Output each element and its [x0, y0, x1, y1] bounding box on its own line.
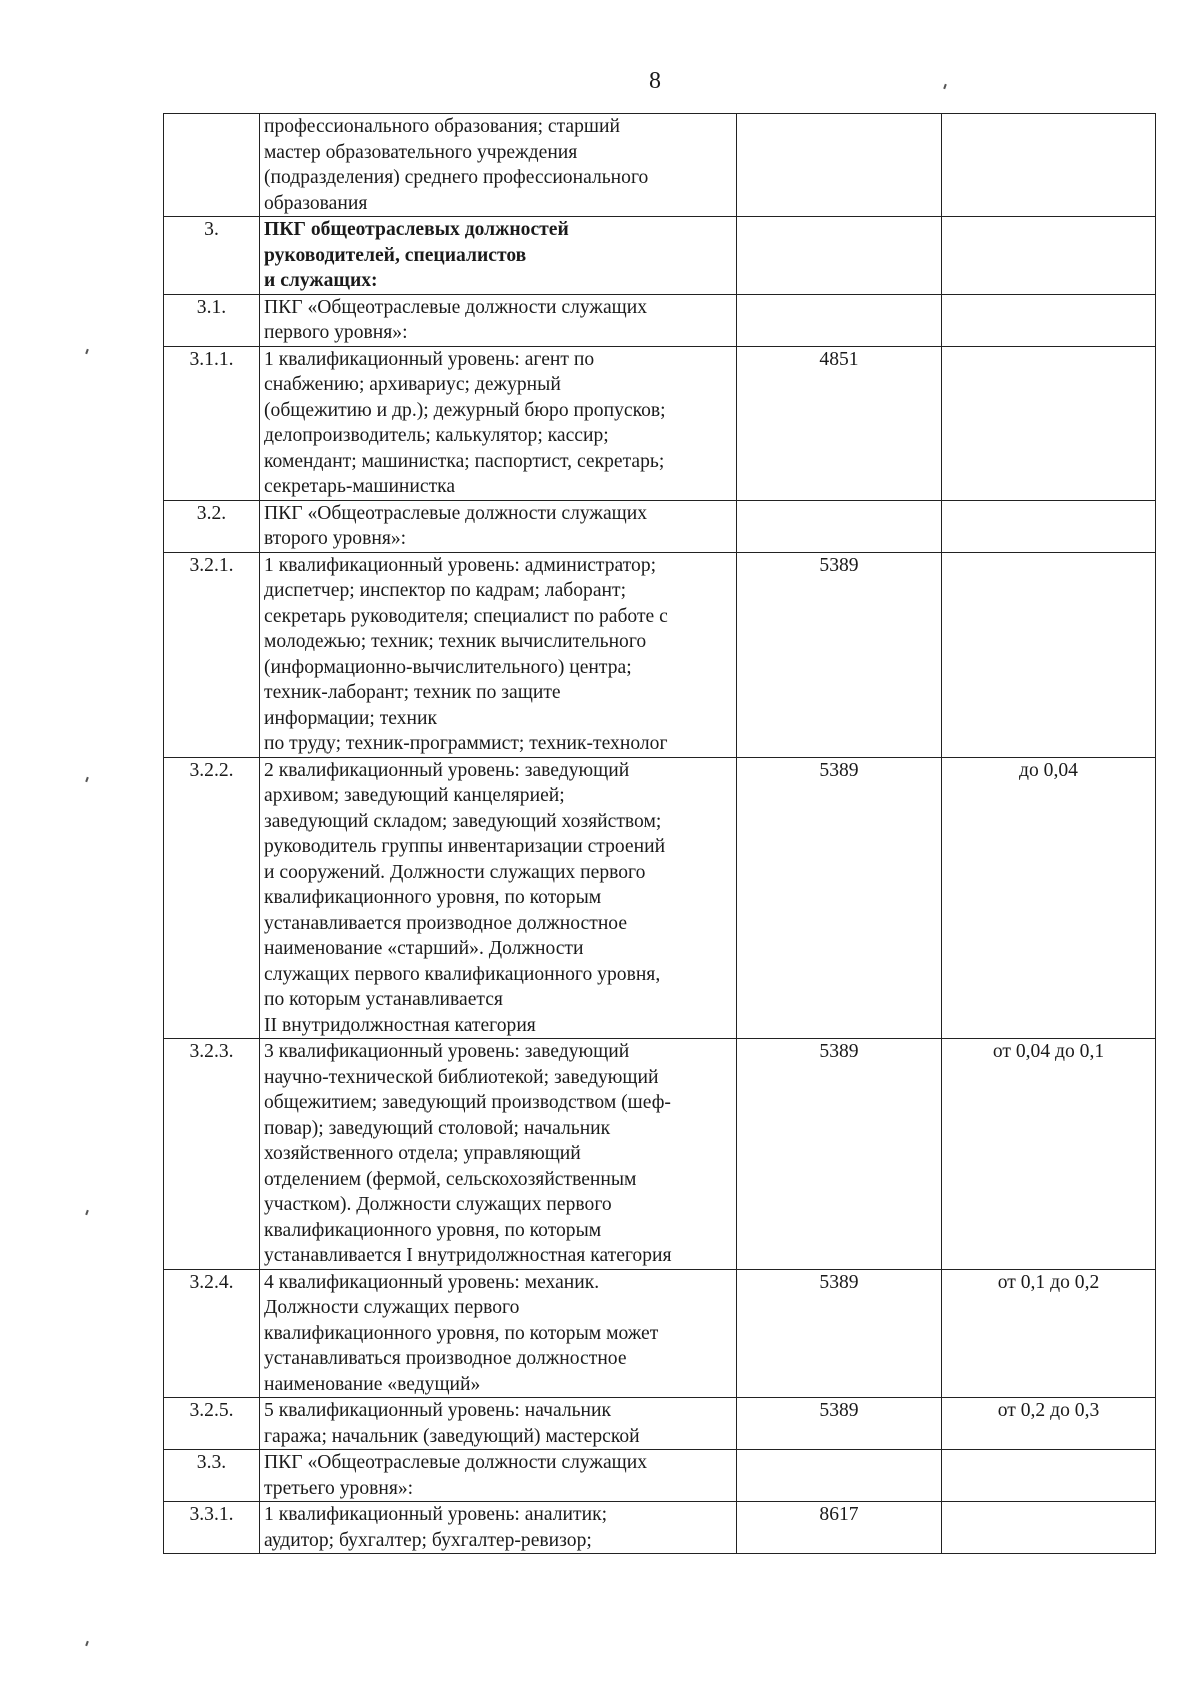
salary-cell	[737, 500, 942, 552]
description-line: II внутридолжностная категория	[264, 1014, 536, 1036]
row-number-cell: 3.2.4.	[164, 1269, 260, 1398]
description-line: устанавливается производное должностное	[264, 912, 628, 934]
scan-mark	[85, 1210, 89, 1215]
coefficient-cell	[942, 294, 1156, 346]
description-line: (подразделения) среднего профессионального	[264, 167, 649, 188]
coefficient-cell	[942, 552, 1156, 757]
description-line: отделением (фермой, сельскохозяйственным	[264, 1168, 637, 1190]
description-cell	[260, 294, 737, 346]
description-cell	[260, 1398, 737, 1450]
description-line: ПКГ общеотраслевых должностей	[264, 219, 569, 240]
coefficient-cell	[942, 1450, 1156, 1502]
description-line: секретарь руководителя; специалист по работе с	[264, 605, 668, 627]
salary-cell	[737, 114, 942, 217]
coefficient-cell	[942, 114, 1156, 217]
page-number: 8	[649, 68, 661, 94]
salary-cell	[737, 294, 942, 346]
coefficient-cell: от 0,04 до 0,1	[942, 1039, 1156, 1270]
description-line: информации; техник	[264, 707, 438, 729]
description-cell	[260, 346, 737, 500]
salary-cell: 5389	[737, 1398, 942, 1450]
table-row	[164, 1502, 1156, 1554]
description-cell	[260, 1039, 737, 1270]
row-number-cell: 3.2.2.	[164, 757, 260, 1039]
description-line: руководителей, специалистов	[264, 244, 527, 266]
salary-cell: 5389	[737, 1039, 942, 1270]
description-line: участком). Должности служащих первого	[264, 1194, 612, 1215]
salary-cell	[737, 217, 942, 295]
description-line: служащих первого квалификационного уровня,	[264, 963, 661, 985]
description-line: квалификационного уровня, по которым может	[264, 1322, 659, 1344]
row-number-cell: 3.3.	[164, 1450, 260, 1502]
description-line: 1 квалификационный уровень: администратор;	[264, 554, 657, 576]
description-cell	[260, 114, 737, 217]
description-line: устанавливаться производное должностное	[264, 1348, 627, 1369]
scan-mark	[85, 777, 89, 782]
description-line: гаража; начальник (заведующий) мастерской	[264, 1425, 640, 1447]
coefficient-cell: до 0,04	[942, 757, 1156, 1039]
description-line: (общежитию и др.); дежурный бюро пропусков;	[264, 399, 666, 421]
salary-cell: 8617	[737, 1502, 942, 1554]
coefficient-cell	[942, 346, 1156, 500]
coefficient-cell	[942, 1502, 1156, 1554]
description-line: общежитием; заведующий производством (шеф-	[264, 1092, 671, 1113]
table-row	[164, 346, 1156, 500]
row-number-cell	[164, 114, 260, 217]
description-line: по которым устанавливается	[264, 989, 503, 1010]
table-row	[164, 1269, 1156, 1398]
salary-cell: 4851	[737, 346, 942, 500]
description-line: аудитор; бухгалтер; бухгалтер-ревизор;	[264, 1529, 592, 1551]
row-number-cell: 3.1.1.	[164, 346, 260, 500]
description-line: повар); заведующий столовой; начальник	[264, 1117, 611, 1139]
salary-cell: 5389	[737, 1269, 942, 1398]
description-line: комендант; машинистка; паспортист, секретарь;	[264, 450, 665, 472]
description-line: профессионального образования; старший	[264, 116, 620, 137]
row-number-cell: 3.2.5.	[164, 1398, 260, 1450]
description-line: образования	[264, 192, 368, 214]
row-number-cell: 3.1.	[164, 294, 260, 346]
scan-mark	[85, 1641, 89, 1646]
coefficient-cell	[942, 217, 1156, 295]
description-line: диспетчер; инспектор по кадрам; лаборант;	[264, 580, 627, 601]
description-line: третьего уровня»:	[264, 1477, 414, 1499]
description-cell	[260, 1502, 737, 1554]
row-number-cell: 3.3.1.	[164, 1502, 260, 1554]
description-line: 4 квалификационный уровень: механик.	[264, 1271, 600, 1293]
row-number-cell: 3.2.	[164, 500, 260, 552]
salary-table	[163, 113, 1156, 1554]
table-body	[164, 114, 1156, 1554]
description-line: и сооружений. Должности служащих первого	[264, 861, 646, 883]
description-line: ПКГ «Общеотраслевые должности служащих	[264, 502, 648, 524]
description-line: 5 квалификационный уровень: начальник	[264, 1400, 612, 1421]
row-number-cell: 3.2.1.	[164, 552, 260, 757]
description-line: ПКГ «Общеотраслевые должности служащих	[264, 296, 648, 318]
description-line: первого уровня»:	[264, 322, 408, 343]
description-line: 3 квалификационный уровень: заведующий	[264, 1041, 630, 1062]
table-row	[164, 500, 1156, 552]
description-line: заведующий складом; заведующий хозяйством;	[264, 810, 662, 832]
description-line: мастер образовательного учреждения	[264, 141, 578, 163]
description-cell	[260, 552, 737, 757]
salary-cell: 5389	[737, 757, 942, 1039]
description-line: 1 квалификационный уровень: аналитик;	[264, 1504, 608, 1525]
table-row	[164, 552, 1156, 757]
table-row	[164, 1398, 1156, 1450]
description-line: (информационно-вычислительного) центра;	[264, 656, 632, 678]
coefficient-cell: от 0,2 до 0,3	[942, 1398, 1156, 1450]
description-line: квалификационного уровня, по которым	[264, 887, 602, 908]
description-cell	[260, 1450, 737, 1502]
table-row	[164, 757, 1156, 1039]
description-line: руководитель группы инвентаризации строений	[264, 836, 666, 857]
salary-cell	[737, 1450, 942, 1502]
description-line: второго уровня»:	[264, 528, 407, 549]
scan-mark	[85, 349, 89, 354]
description-cell	[260, 1269, 737, 1398]
description-line: квалификационного уровня, по которым	[264, 1219, 602, 1241]
description-line: 2 квалификационный уровень: заведующий	[264, 759, 630, 781]
table-row	[164, 114, 1156, 217]
description-line: Должности служащих первого	[264, 1297, 520, 1318]
description-line: 1 квалификационный уровень: агент по	[264, 348, 595, 370]
table-row	[164, 294, 1156, 346]
description-line: устанавливается I внутридолжностная категория	[264, 1245, 672, 1266]
description-line: делопроизводитель; калькулятор; кассир;	[264, 425, 609, 446]
description-line: ПКГ «Общеотраслевые должности служащих	[264, 1452, 648, 1473]
description-line: хозяйственного отдела; управляющий	[264, 1143, 581, 1164]
description-line: и служащих:	[264, 270, 378, 291]
description-line: по труду; техник-программист; техник-технолог	[264, 733, 668, 754]
description-line: техник-лаборант; техник по защите	[264, 682, 561, 703]
description-line: молодежью; техник; техник вычислительного	[264, 631, 647, 652]
description-line: наименование «старший». Должности	[264, 938, 584, 959]
description-line: научно-технической библиотекой; заведующий	[264, 1066, 659, 1088]
description-line: снабжению; архивариус; дежурный	[264, 374, 561, 395]
description-cell	[260, 757, 737, 1039]
description-line: секретарь-машинистка	[264, 476, 456, 497]
row-number-cell: 3.2.3.	[164, 1039, 260, 1270]
table-row	[164, 217, 1156, 295]
description-line: архивом; заведующий канцелярией;	[264, 785, 565, 806]
description-cell	[260, 217, 737, 295]
description-cell	[260, 500, 737, 552]
coefficient-cell	[942, 500, 1156, 552]
description-line: наименование «ведущий»	[264, 1373, 481, 1395]
table-row	[164, 1039, 1156, 1270]
coefficient-cell: от 0,1 до 0,2	[942, 1269, 1156, 1398]
salary-cell: 5389	[737, 552, 942, 757]
row-number-cell: 3.	[164, 217, 260, 295]
table-row	[164, 1450, 1156, 1502]
